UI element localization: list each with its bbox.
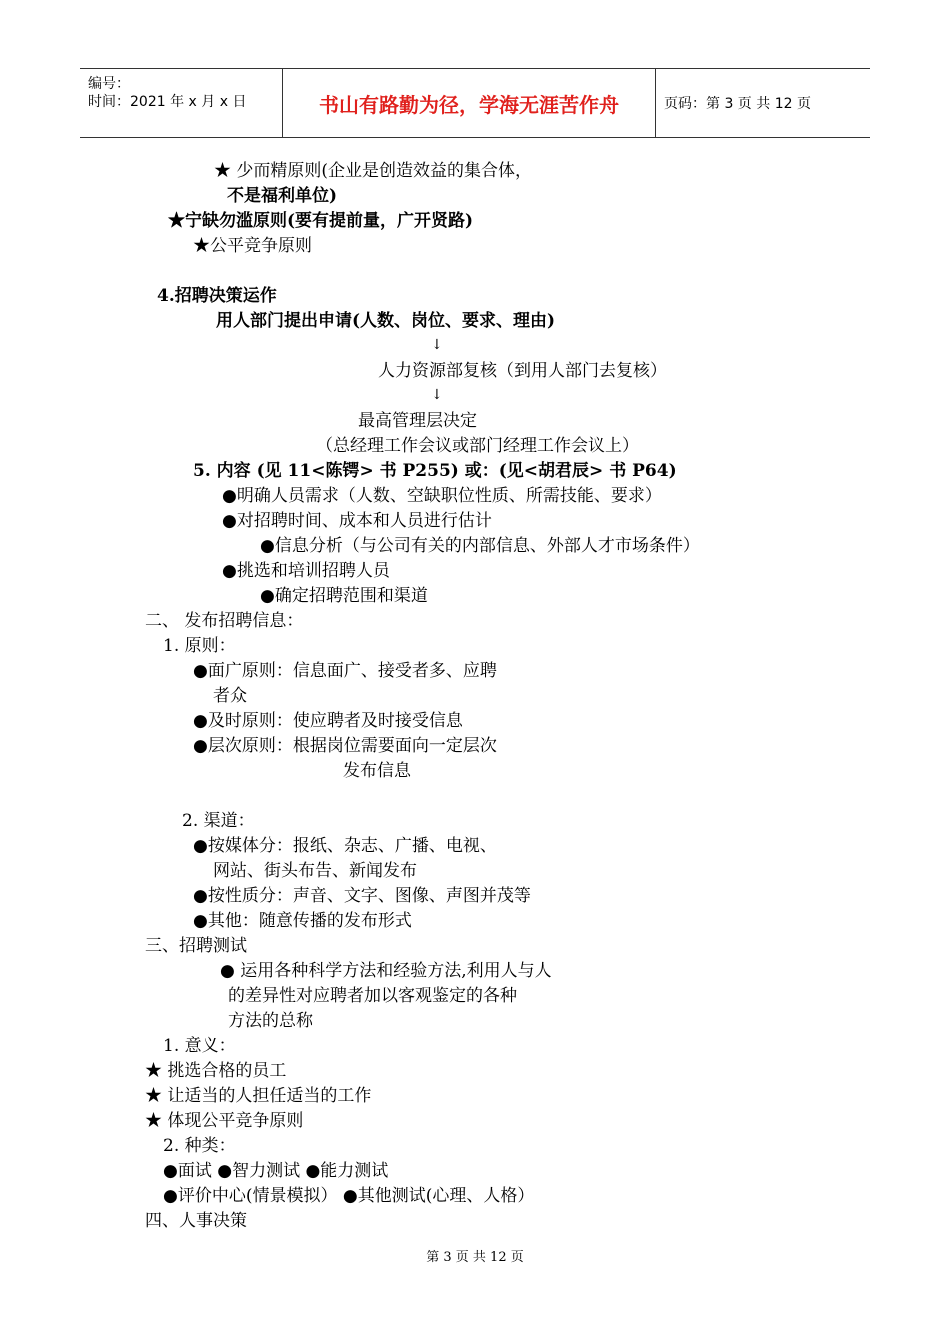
flow-step: 人力资源部复核（到用人部门去复核） xyxy=(378,361,667,381)
section-heading: 5. 内容 (见 11<陈锷> 书 P255) 或：(见<胡君辰> 书 P64) xyxy=(193,461,677,481)
section-heading: 4.招聘决策运作 xyxy=(157,286,277,306)
bullet-item: 发布信息 xyxy=(343,761,411,781)
bullet-item: ●及时原则：使应聘者及时接受信息 xyxy=(193,711,463,731)
body-line: 不是福利单位) xyxy=(227,186,338,206)
bullet-item: ●面试 ●智力测试 ●能力测试 xyxy=(163,1161,389,1181)
bullet-item: ●层次原则：根据岗位需要面向一定层次 xyxy=(193,736,497,756)
bullet-item: 者众 xyxy=(213,686,247,706)
bullet-item: ●确定招聘范围和渠道 xyxy=(260,586,428,606)
bullet-item: ●面广原则：信息面广、接受者多、应聘 xyxy=(193,661,497,681)
bullet-item: ●按媒体分：报纸、杂志、广播、电视、 xyxy=(193,836,497,856)
bullet-item: ★ 挑选合格的员工 xyxy=(145,1061,287,1081)
subsection-heading: 2. 种类： xyxy=(163,1136,236,1156)
header-meta-cell xyxy=(80,69,283,137)
bullet-item: ●挑选和培训招聘人员 xyxy=(222,561,390,581)
bullet-item: 方法的总称 xyxy=(228,1011,313,1031)
bullet-item: 网站、街头布告、新闻发布 xyxy=(213,861,417,881)
header-page-cell xyxy=(656,69,870,137)
down-arrow-icon: ↓ xyxy=(431,337,443,353)
subsection-heading: 1. 意义： xyxy=(163,1036,236,1056)
flow-step: 最高管理层决定 xyxy=(358,411,477,431)
bullet-item: ●其他：随意传播的发布形式 xyxy=(193,911,412,931)
bullet-item: ●评价中心(情景模拟） ●其他测试(心理、人格） xyxy=(163,1186,535,1206)
header-page-info: 页码：第 3 页 共 12 页 xyxy=(664,96,811,112)
page-footer: 第 3 页 共 12 页 xyxy=(426,1250,524,1265)
section-heading: 三、招聘测试 xyxy=(145,936,247,956)
bullet-item: ●信息分析（与公司有关的内部信息、外部人才市场条件） xyxy=(260,536,700,556)
body-line: ★宁缺勿滥原则(要有提前量，广开贤路) xyxy=(168,211,474,231)
flow-step-note: （总经理工作会议或部门经理工作会议上） xyxy=(316,436,639,456)
section-heading: 二、 发布招聘信息： xyxy=(145,611,304,631)
subsection-heading: 2. 渠道： xyxy=(182,811,255,831)
bullet-item: ●明确人员需求（人数、空缺职位性质、所需技能、要求） xyxy=(222,486,662,506)
document-date: 时间：2021 年 x 月 x 日 xyxy=(88,94,247,110)
bullet-item: ★ 让适当的人担任适当的工作 xyxy=(145,1086,372,1106)
body-line: ★公平竞争原则 xyxy=(193,236,312,256)
page-header xyxy=(80,68,870,138)
header-motto: 书山有路勤为径，学海无涯苦作舟 xyxy=(319,92,619,117)
document-number-label: 编号： xyxy=(88,76,130,92)
bullet-item: ● 运用各种科学方法和经验方法,利用人与人 xyxy=(220,961,552,981)
body-line: ★ 少而精原则(企业是创造效益的集合体， xyxy=(214,161,533,181)
subsection-heading: 1. 原则： xyxy=(163,636,236,656)
bullet-item: ★ 体现公平竞争原则 xyxy=(145,1111,304,1131)
down-arrow-icon: ↓ xyxy=(431,387,443,403)
bullet-item: 的差异性对应聘者加以客观鉴定的各种 xyxy=(228,986,517,1006)
section-heading: 四、人事决策 xyxy=(145,1211,247,1231)
bullet-item: ●对招聘时间、成本和人员进行估计 xyxy=(222,511,492,531)
header-motto-cell xyxy=(283,69,656,137)
bullet-item: ●按性质分：声音、文字、图像、声图并茂等 xyxy=(193,886,531,906)
flow-step: 用人部门提出申请(人数、岗位、要求、理由) xyxy=(216,311,556,331)
